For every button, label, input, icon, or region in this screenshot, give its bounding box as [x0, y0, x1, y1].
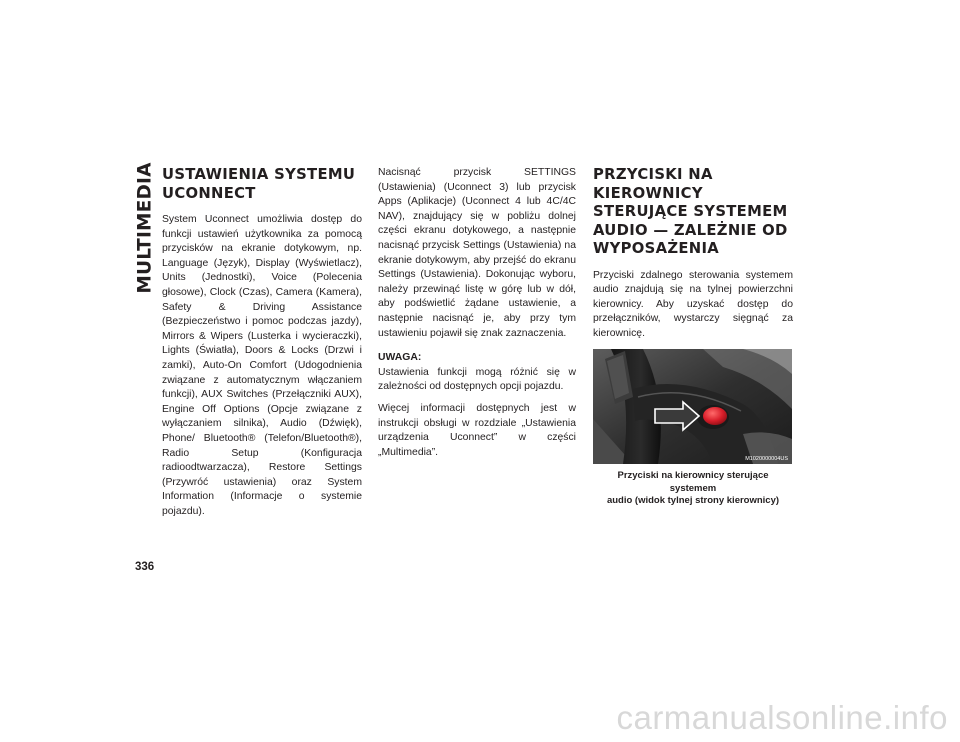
note-title: UWAGA:: [378, 352, 422, 364]
paragraph-settings-instructions: Nacisnąć przycisk SETTINGS (Ustawienia) (Uconnect 3) lub przycisk Apps (Aplikacje) (Uconnect 4 lub 4C/4C NAV), znajdujący się w pobliżu dolnej części ekranu dotykowego, a następnie nacisnąć przycisk Settings (Ustawienia) na ekranie dotykowym, aby przejść do ekranu Settings (Ustawienia). Dokonując wyboru, należy przewinąć listę w górę lub w dół, aby podświetlić żądane ustawienie, a następnie nacisnąć je, aby przy tym ustawieniu pojawił się znak zaznaczenia.: [378, 167, 576, 339]
steering-wheel-illustration: [593, 349, 792, 464]
page-number: 336: [135, 561, 155, 573]
column-middle: [378, 166, 576, 467]
section-side-tab-label: MULTIMEDIA: [134, 162, 156, 294]
figure-caption: [593, 470, 793, 508]
heading-steering-wheel-audio-controls: PRZYCISKI NA KIEROWNICY STERUJĄCE SYSTEMEM AUDIO — ZALEŻNIE OD WYPOSAŻENIA: [593, 166, 788, 257]
column-left: [162, 166, 362, 527]
watermark: carmanualsonline.info: [616, 699, 948, 736]
note-text: Ustawienia funkcji mogą różnić się w zależności od dostępnych opcji pojazdu.: [378, 366, 576, 393]
section-side-tab: [133, 162, 157, 294]
figure-caption-line1: Przyciski na kierownicy sterujące systemem: [617, 470, 769, 494]
paragraph-uconnect-settings: System Uconnect umożliwia dostęp do funkcji ustawień użytkownika za pomocą przycisków na ekranie dotykowym, np. Language (Język), Display (Wyświetlacz), Units (Jednostki), Voice (Polecenia głosowe), Clock (Czas), Camera (Kamera), Safety & Driving Assistance (Bezpieczeństwo i pomoc podczas jazdy), Mirrors & Wipers (Lusterka i wycieraczki), Lights (Światła), Doors & Locks (Drzwi i zamki), Auto-On Comfort (Udogodnienia związane z automatycznym włączaniem funkcji), AUX Switches (Przełączniki AUX), Engine Off Options (Opcje związane z wyłączaniem silnika), Audio (Dźwięk), Phone/ Bluetooth® (Telefon/Bluetooth®), Radio Setup (Konfiguracja radioodtwarzacza), Restore Settings (Przywróć ustawienia) oraz System Information (Informacje o systemie pojazdu).: [162, 214, 362, 517]
paragraph-more-info: Więcej informacji dostępnych jest w instrukcji obsługi w rozdziale „Ustawienia urządzenia Uconnect” w części „Multimedia”.: [378, 402, 576, 458]
paragraph-steering-wheel-controls: Przyciski zdalnego sterowania systemem audio znajdują się na tylnej powierzchni kierownicy. Aby uzyskać dostęp do przełączników, wystarczy sięgnąć za kierownicę.: [593, 269, 793, 339]
column-right: [593, 166, 793, 508]
heading-uconnect-settings: USTAWIENIA SYSTEMU UCONNECT: [162, 166, 356, 202]
figure-code: M1020000004US: [745, 456, 788, 463]
steering-wheel-figure: [593, 349, 792, 464]
figure-caption-line2: audio (widok tylnej strony kierownicy): [606, 495, 780, 507]
audio-control-button: [703, 407, 727, 425]
